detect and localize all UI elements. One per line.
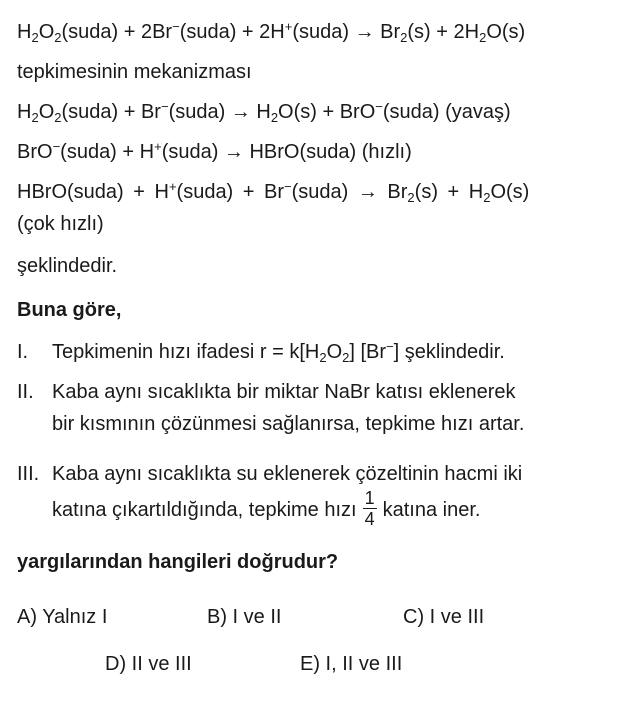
statement-2-number: II. bbox=[17, 381, 34, 403]
question-lead: Buna göre, bbox=[17, 299, 122, 321]
option-c[interactable]: C) I ve III bbox=[403, 606, 485, 628]
option-e[interactable]: E) I, II ve III bbox=[300, 653, 403, 675]
statement-2-line-1: Kaba aynı sıcaklıkta bir miktar NaBr katısı eklenerek bbox=[52, 381, 516, 403]
option-b[interactable]: B) I ve II bbox=[207, 606, 282, 628]
mechanism-step-3-speed: (çok hızlı) bbox=[17, 213, 104, 235]
statement-2-line-2: bir kısmının çözünmesi sağlanırsa, tepkime hızı artar. bbox=[52, 413, 525, 435]
statement-3-line-2: katına çıkartıldığında, tepkime hızı $\frac{1}{4}$ katına iner. bbox=[52, 488, 481, 529]
fraction-one-quarter: $\frac{1}{4}$ bbox=[364, 488, 375, 529]
statement-3-line-1: Kaba aynı sıcaklıkta su eklenerek çözeltinin hacmi iki bbox=[52, 463, 523, 485]
mechanism-step-1: $H_2O_2(suda)$ + Br−(suda) → $H_2O(s)$ + BrO−(suda) (yavaş) bbox=[17, 99, 511, 125]
option-d[interactable]: D) II ve III bbox=[105, 653, 192, 675]
statement-1-text: Tepkimenin hızı ifadesi $r = k[H_2O_2]$ [Br−] şeklindedir. bbox=[52, 339, 505, 365]
overall-reaction: $H_2O_2(suda)$ + 2Br−(suda) + 2H+(suda) → $Br_2(s) + 2H_2O(s)$ bbox=[17, 19, 526, 45]
option-a[interactable]: A) Yalnız I bbox=[17, 606, 108, 628]
statement-1-number: I. bbox=[17, 341, 29, 363]
mechanism-ending: şeklindedir. bbox=[17, 255, 118, 277]
mechanism-caption: tepkimesinin mekanizması bbox=[17, 61, 252, 83]
question-tail: yargılarından hangileri doğrudur? bbox=[17, 551, 339, 573]
statement-3-number: III. bbox=[17, 463, 40, 485]
mechanism-step-3: HBrO(suda) + H+(suda) + Br−(suda) → $Br_2(s) + H_2O(s)$ bbox=[17, 179, 530, 205]
mechanism-step-2: BrO−(suda) + H+(suda) → HBrO(suda) (hızlı) bbox=[17, 139, 412, 163]
